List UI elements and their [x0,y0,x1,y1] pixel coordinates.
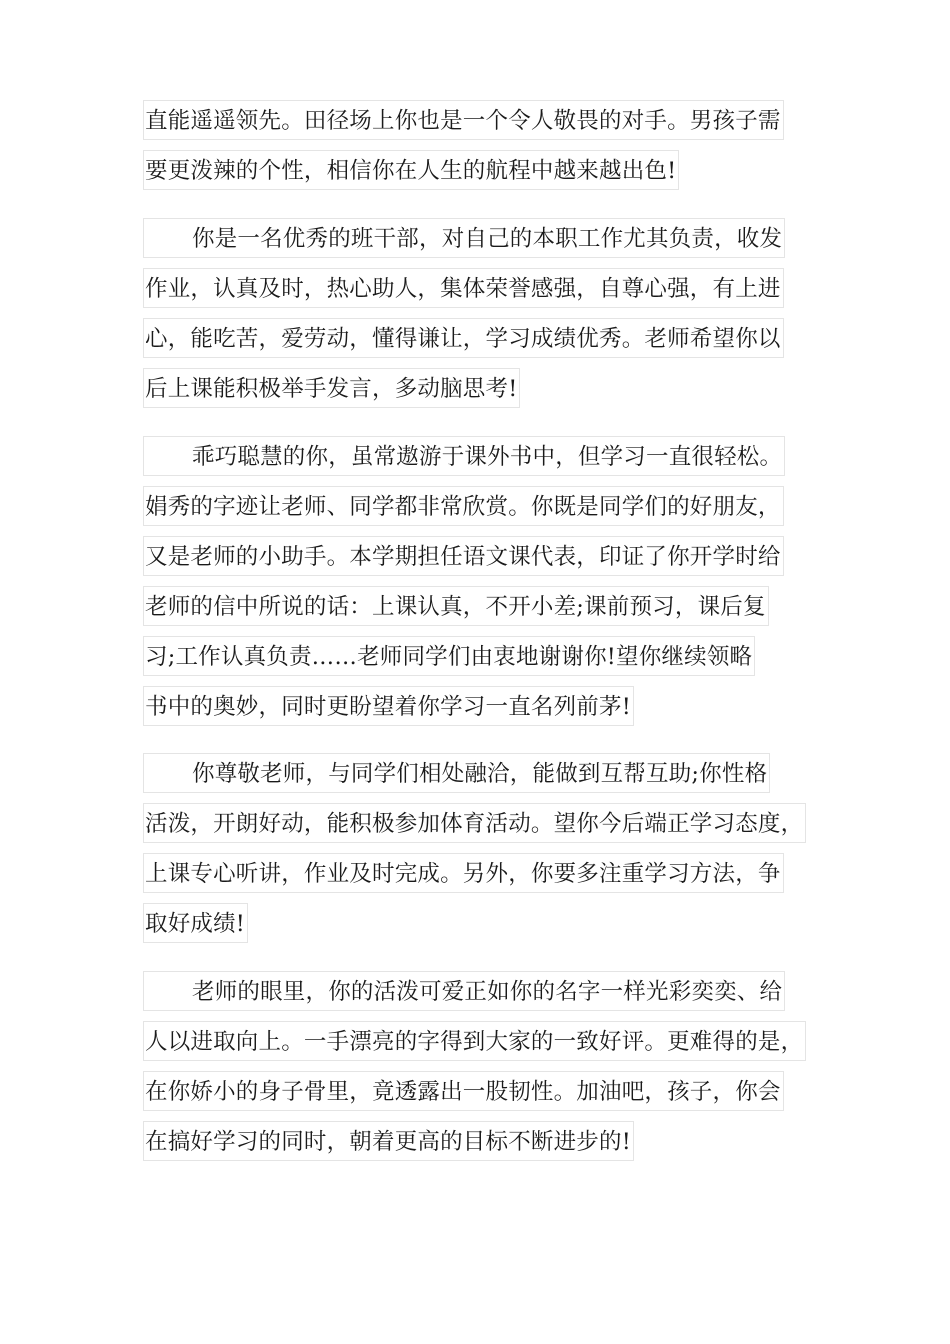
paragraph-5-line-1: 老师的眼里，你的活泼可爱正如你的名字一样光彩奕奕、给 [143,971,785,1011]
paragraph-5-line-2: 人以进取向上。一手漂亮的字得到大家的一致好评。更难得的是， [143,1021,806,1061]
paragraph-2-line-1: 你是一名优秀的班干部，对自己的本职工作尤其负责，收发 [143,218,785,258]
paragraph-2-line-4: 后上课能积极举手发言，多动脑思考! [143,368,520,408]
paragraph-3-line-2: 娟秀的字迹让老师、同学都非常欣赏。你既是同学们的好朋友， [143,486,784,526]
paragraph-3-line-4: 老师的信中所说的话：上课认真，不开小差;课前预习，课后复 [143,586,769,626]
paragraph-4-line-3: 上课专心听讲，作业及时完成。另外，你要多注重学习方法，争 [143,853,784,893]
paragraph-2-line-2: 作业，认真及时，热心助人，集体荣誉感强，自尊心强，有上进 [143,268,784,308]
paragraph-1-line-2: 要更泼辣的个性，相信你在人生的航程中越来越出色! [143,150,679,190]
paragraph-4-line-1: 你尊敬老师，与同学们相处融洽，能做到互帮互助;你性格 [143,753,770,793]
paragraph-3-line-5: 习;工作认真负责……老师同学们由衷地谢谢你!望你继续领略 [143,636,755,676]
paragraph-3-line-3: 又是老师的小助手。本学期担任语文课代表，印证了你开学时给 [143,536,784,576]
paragraph-2-line-3: 心，能吃苦，爱劳动，懂得谦让，学习成绩优秀。老师希望你以 [143,318,784,358]
paragraph-4-line-2: 活泼，开朗好动，能积极参加体育活动。望你今后端正学习态度， [143,803,806,843]
paragraph-3-line-6: 书中的奥妙，同时更盼望着你学习一直名列前茅! [143,686,634,726]
paragraph-5-line-4: 在搞好学习的同时，朝着更高的目标不断进步的! [143,1121,634,1161]
paragraph-4-line-4: 取好成绩! [143,903,248,943]
paragraph-5-line-3: 在你娇小的身子骨里，竟透露出一股韧性。加油吧，孩子，你会 [143,1071,784,1111]
paragraph-1-line-1: 直能遥遥领先。田径场上你也是一个令人敬畏的对手。男孩子需 [143,100,784,140]
paragraph-3-line-1: 乖巧聪慧的你，虽常遨游于课外书中，但学习一直很轻松。 [143,436,785,476]
